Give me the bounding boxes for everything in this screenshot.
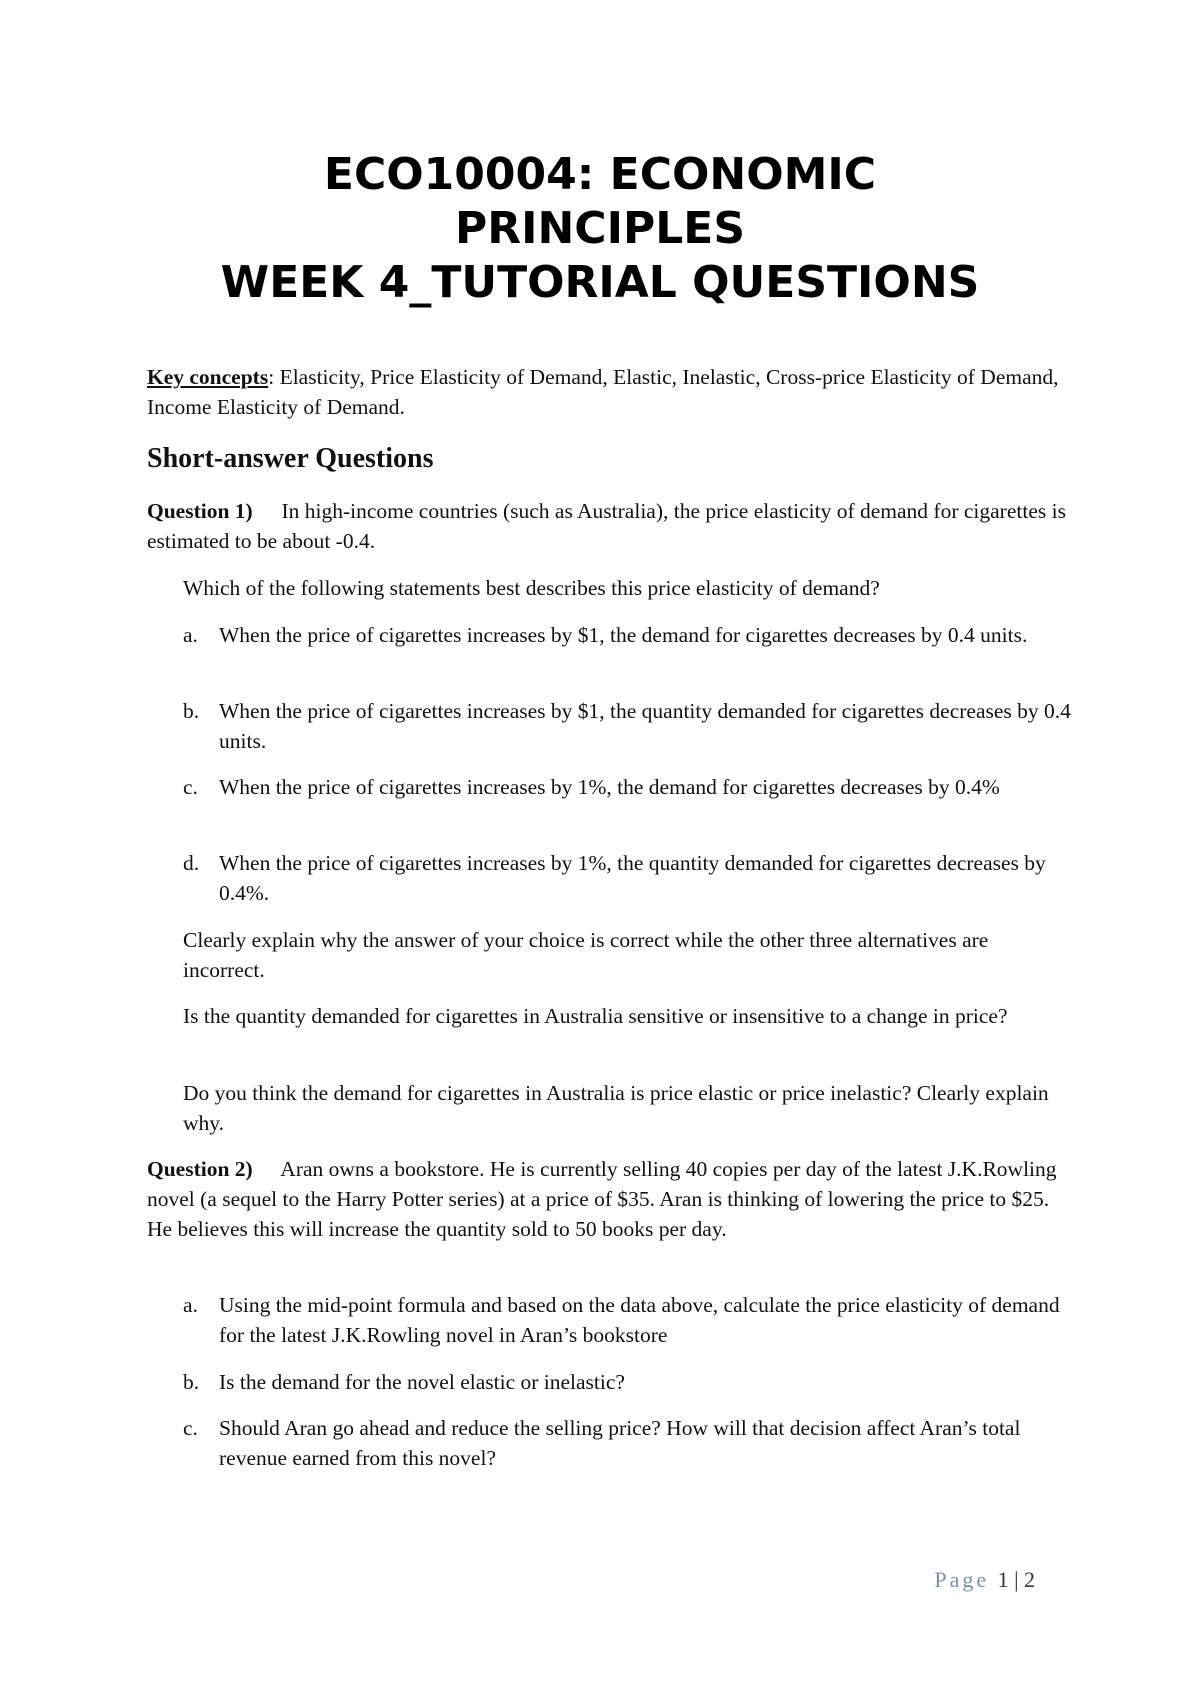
title-line-3: WEEK 4_TUTORIAL QUESTIONS <box>220 257 980 308</box>
question-1-text: In high-income countries (such as Australia), the price elasticity of demand for cigarettes is estimated to be about -0.4. <box>147 499 1066 553</box>
option-text: When the price of cigarettes increases by $1, the quantity demanded for cigarettes decreases by 0.4 units. <box>219 699 1071 753</box>
question-1-follow-up-2: Is the quantity demanded for cigarettes in Australia sensitive or insensitive to a change in price? <box>183 1004 1008 1028</box>
key-concepts-text: : Elasticity, Price Elasticity of Demand, Elastic, Inelastic, Cross-price Elasticity of Demand, Income Elasticity of Demand. <box>147 365 1059 419</box>
question-1-prompt: Which of the following statements best describes this price elasticity of demand? <box>183 576 880 600</box>
question-1-follow-up-3: Do you think the demand for cigarettes in Australia is price elastic or price inelastic? Clearly explain why. <box>183 1081 1049 1135</box>
title-line-2: PRINCIPLES <box>454 203 746 254</box>
key-concepts <box>147 362 1077 422</box>
option-text: Using the mid-point formula and based on the data above, calculate the price elasticity of demand for the latest J.K.Rowling novel in Aran’s bookstore <box>219 1293 1060 1347</box>
option-text: When the price of cigarettes increases by $1, the demand for cigarettes decreases by 0.4 units. <box>219 623 1028 647</box>
option-letter: d. <box>183 851 200 875</box>
option-text: Is the demand for the novel elastic or inelastic? <box>219 1370 625 1394</box>
question-1-follow-up-1: Clearly explain why the answer of your choice is correct while the other three alternatives are incorrect. <box>183 928 989 982</box>
question-2 <box>147 1154 1067 1244</box>
page-word: Page <box>934 1567 990 1592</box>
question-2-text: Aran owns a bookstore. He is currently selling 40 copies per day of the latest J.K.Rowling novel (a sequel to the Harry Potter series) at a price of $35. Aran is thinking of lowering the price to $25. He believes this will increase the quantity sold to 50 books per day. <box>147 1157 1057 1241</box>
question-1-label: Question 1) <box>147 499 253 523</box>
option-text: When the price of cigarettes increases by 1%, the demand for cigarettes decreases by 0.4% <box>219 775 1000 799</box>
option-letter: c. <box>183 1416 198 1440</box>
page-number: 1 | 2 <box>997 1567 1035 1592</box>
question-2-label: Question 2) <box>147 1157 253 1181</box>
option-text: When the price of cigarettes increases by 1%, the quantity demanded for cigarettes decreases by 0.4%. <box>219 851 1046 905</box>
option-letter: b. <box>183 1370 200 1394</box>
option-letter: c. <box>183 775 198 799</box>
option-letter: a. <box>183 623 198 647</box>
option-text: Should Aran go ahead and reduce the selling price? How will that decision affect Aran’s total revenue earned from this novel? <box>219 1416 1021 1470</box>
title-line-1: ECO10004: ECONOMIC <box>323 149 877 200</box>
option-letter: b. <box>183 699 200 723</box>
section-heading: Short-answer Questions <box>147 443 434 474</box>
question-1 <box>147 496 1067 556</box>
option-letter: a. <box>183 1293 198 1317</box>
key-concepts-label: Key concepts <box>147 365 269 389</box>
document-title <box>0 148 1200 310</box>
page-footer <box>934 1567 1035 1593</box>
